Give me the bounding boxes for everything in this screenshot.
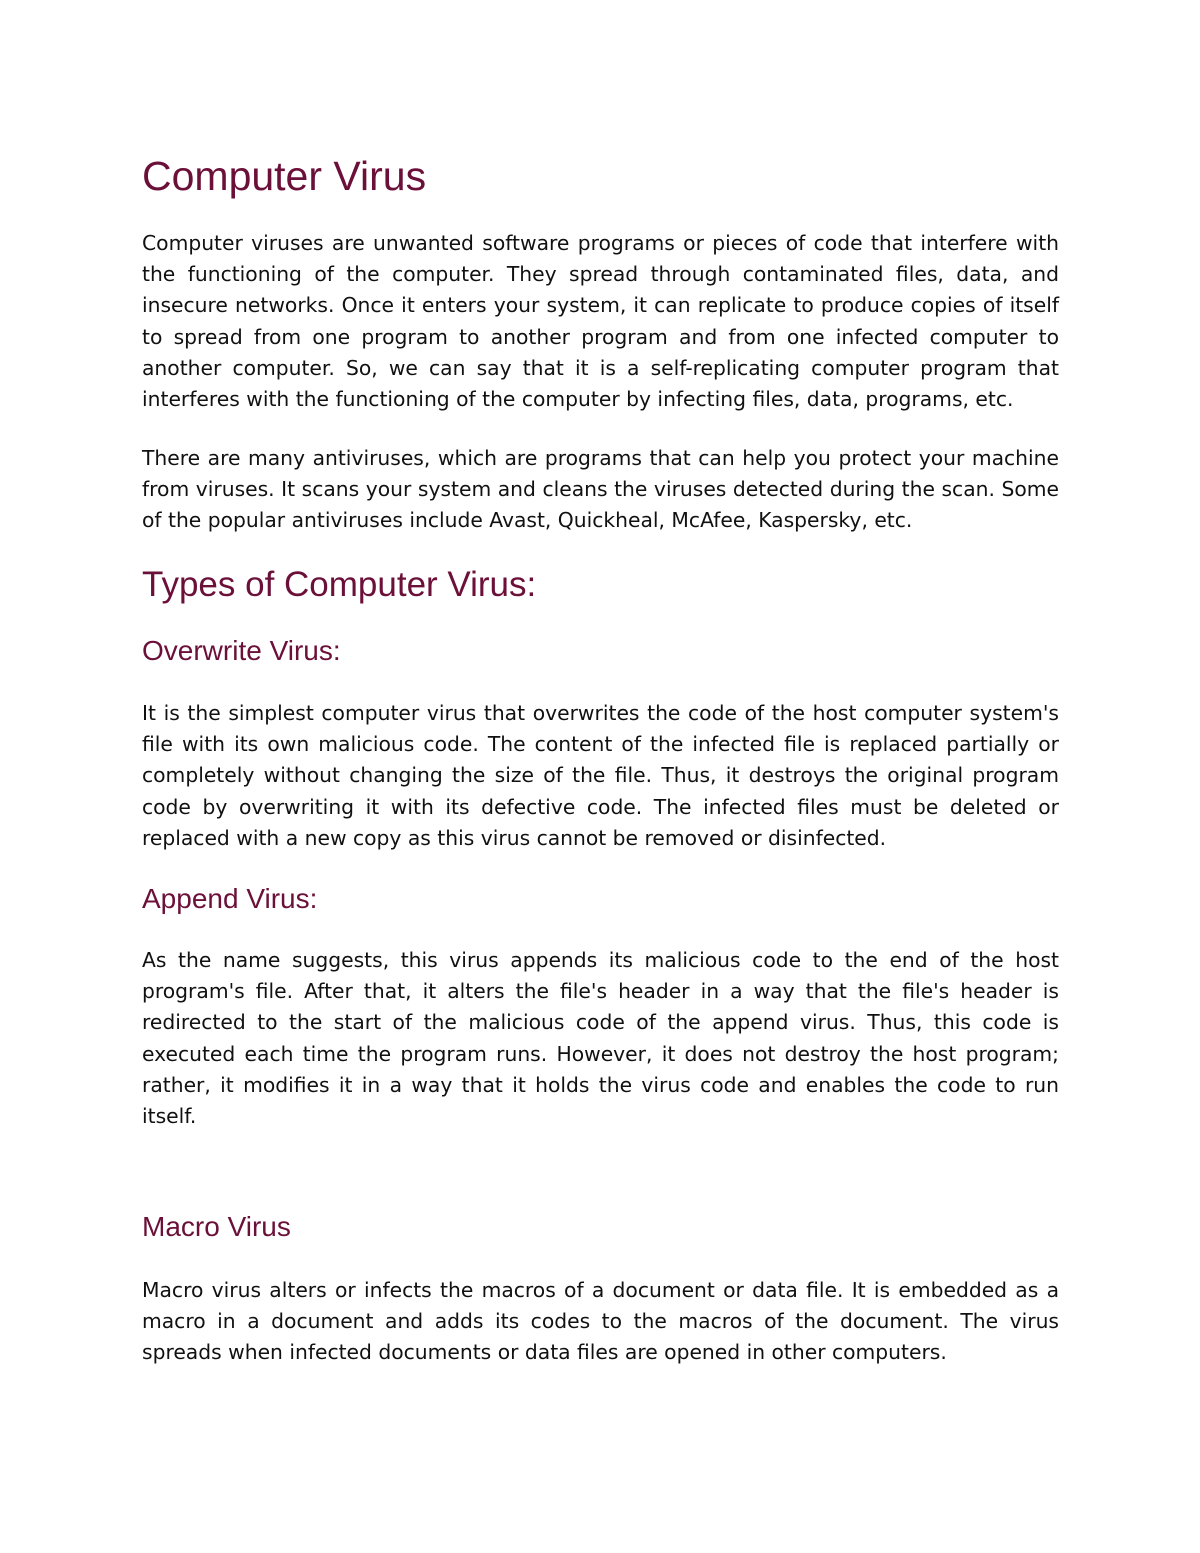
types-heading: Types of Computer Virus: — [142, 565, 537, 604]
intro-paragraph-2: There are many antiviruses, which are programs that can help you protect your machine from viruses. It scans your system and cleans the viruses detected during the scan. Some of the popular antiviruses include Avast, Quickheal, McAfee, Kaspersky, etc. — [142, 446, 1059, 533]
overwrite-virus-heading: Overwrite Virus: — [142, 635, 341, 666]
macro-virus-heading: Macro Virus — [142, 1211, 291, 1242]
append-virus-paragraph: As the name suggests, this virus appends its malicious code to the end of the host program's file. After that, it alters the file's header in a way that the file's header is redirected to the start of the malicious code of the append virus. Thus, this code is executed each time the program runs. However, it does not destroy the host program; rather, it modifies it in a way that it holds the virus code and enables the code to run itself. — [142, 948, 1059, 1129]
append-virus-heading: Append Virus: — [142, 883, 318, 914]
intro-paragraph-1: Computer viruses are unwanted software programs or pieces of code that interfere with the functioning of the computer. They spread through contaminated files, data, and insecure networks. Once it enters your system, it can replicate to produce copies of itself to spread from one program to another program and from one infected computer to another computer. So, we can say that it is a self-replicating computer program that interferes with the functioning of the computer by infecting files, data, programs, etc. — [142, 231, 1059, 412]
overwrite-virus-paragraph: It is the simplest computer virus that overwrites the code of the host computer system's file with its own malicious code. The content of the infected file is replaced partially or completely without changing the size of the file. Thus, it destroys the original program code by overwriting it with its defective code. The infected files must be deleted or replaced with a new copy as this virus cannot be removed or disinfected. — [142, 701, 1059, 850]
macro-virus-paragraph: Macro virus alters or infects the macros of a document or data file. It is embedded as a macro in a document and adds its codes to the macros of the document. The virus spreads when infected documents or data files are opened in other computers. — [142, 1278, 1059, 1365]
page-title: Computer Virus — [142, 153, 427, 199]
